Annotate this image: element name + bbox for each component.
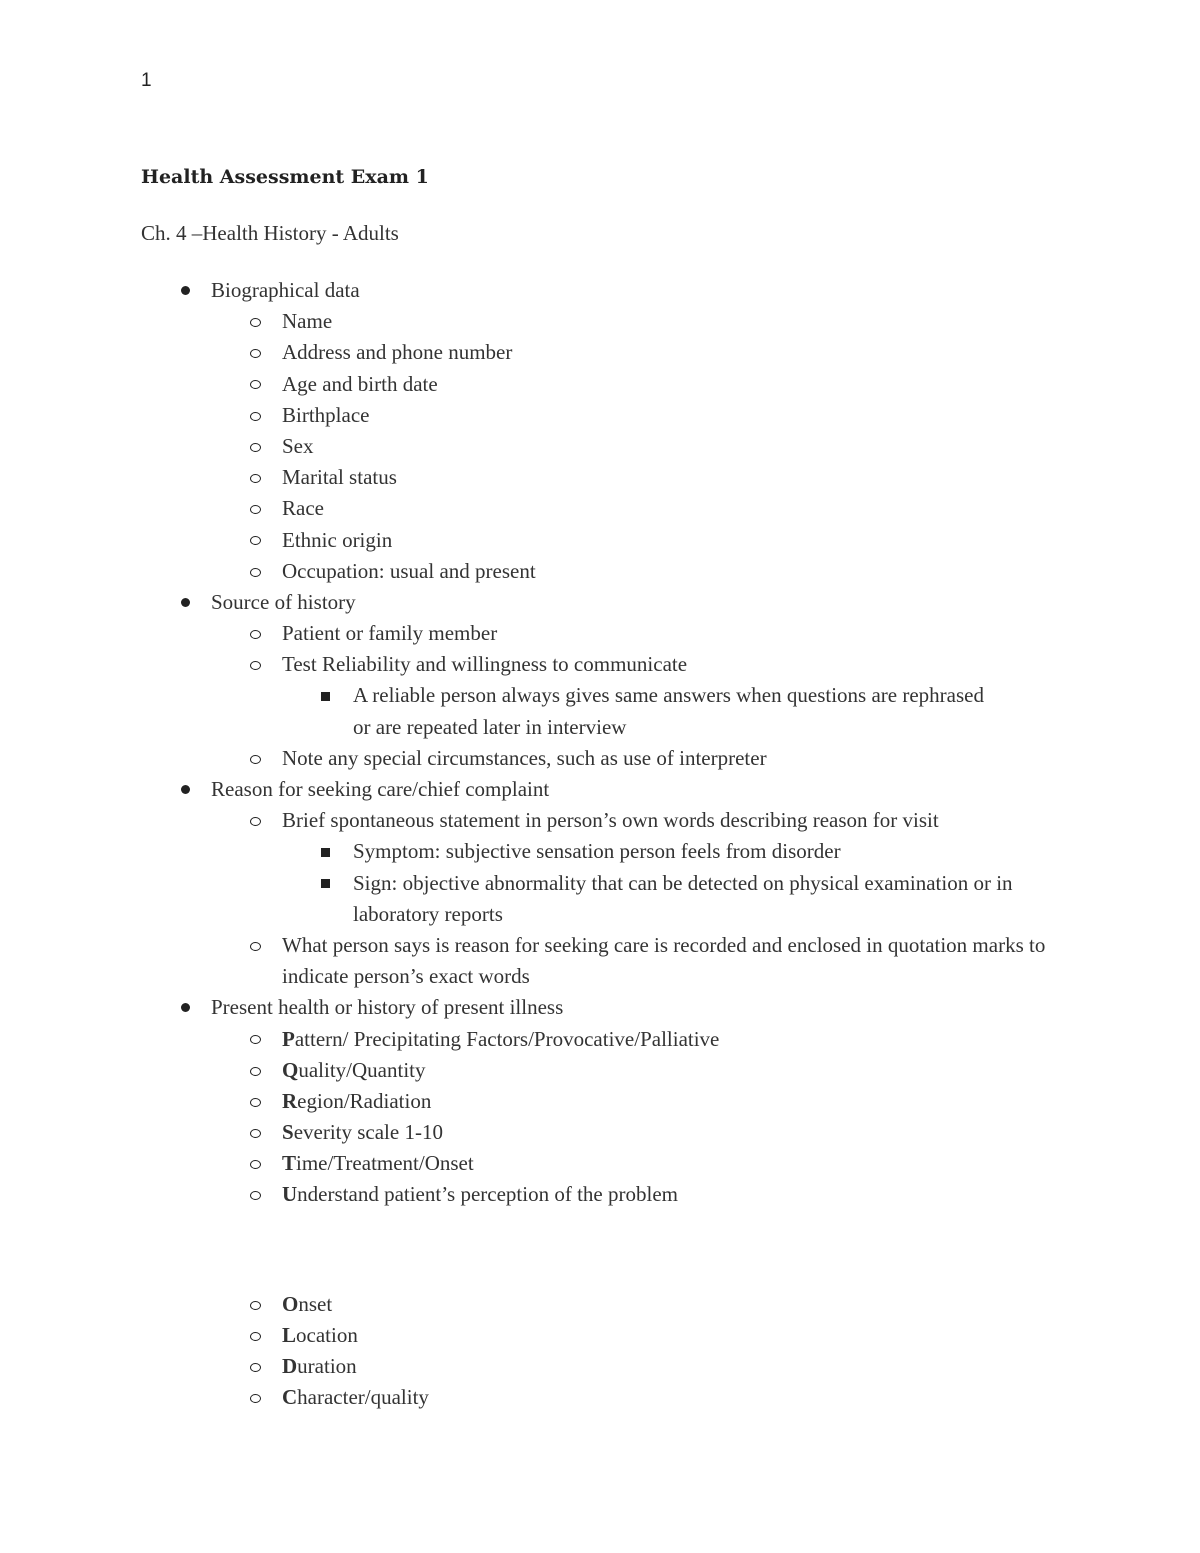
list-item <box>0 930 1200 992</box>
list-item <box>0 774 1200 805</box>
bullet-icon <box>175 774 195 805</box>
list-item <box>0 743 1200 774</box>
list-item <box>0 1351 1200 1382</box>
list-item-text: What person says is reason for seeking care is recorded and enclosed in quotation marks to indicate person’s exact words <box>282 932 1046 989</box>
list-item-text: Character/quality <box>282 1385 429 1410</box>
list-item-text: Present health or history of present illness <box>211 995 564 1020</box>
page-number: 1 <box>141 70 152 91</box>
list-item <box>0 1086 1200 1117</box>
spacer <box>0 1211 1200 1289</box>
list-item <box>0 868 1200 930</box>
circle-bullet-icon <box>245 431 265 462</box>
list-item-text: Time/Treatment/Onset <box>282 1151 474 1176</box>
list-item-text: Onset <box>282 1291 333 1316</box>
circle-bullet-icon <box>245 805 265 836</box>
list-item-text: Brief spontaneous statement in person’s own words describing reason for visit <box>282 808 939 833</box>
square-bullet-icon <box>315 836 335 867</box>
circle-bullet-icon <box>245 1148 265 1179</box>
circle-bullet-icon <box>245 400 265 431</box>
circle-bullet-icon <box>245 1320 265 1351</box>
list-item-text: Sign: objective abnormality that can be detected on physical examination or in laboratory reports <box>353 870 1013 926</box>
list-item-text: Reason for seeking care/chief complaint <box>211 777 550 802</box>
list-item <box>0 618 1200 649</box>
list-item-text: A reliable person always gives same answers when questions are rephrased or are repeated later in interview <box>353 683 984 739</box>
bullet-icon <box>175 587 195 618</box>
list-item <box>0 992 1200 1023</box>
list-item-text: Understand patient’s perception of the problem <box>282 1182 678 1207</box>
circle-bullet-icon <box>245 930 265 961</box>
list-item <box>0 493 1200 524</box>
list-item <box>0 369 1200 400</box>
circle-bullet-icon <box>245 1024 265 1055</box>
list-item-text: Occupation: usual and present <box>282 558 536 583</box>
list-item <box>0 680 1200 742</box>
circle-bullet-icon <box>245 743 265 774</box>
circle-bullet-icon <box>245 1117 265 1148</box>
list-item <box>0 337 1200 368</box>
list-item-text: Location <box>282 1322 358 1347</box>
circle-bullet-icon <box>245 369 265 400</box>
list-item <box>0 1148 1200 1179</box>
list-item <box>0 1117 1200 1148</box>
list-item <box>0 556 1200 587</box>
list-item <box>0 431 1200 462</box>
list-item <box>0 400 1200 431</box>
list-item <box>0 1179 1200 1210</box>
outline-list <box>0 275 1200 1413</box>
list-item <box>0 306 1200 337</box>
list-item <box>0 1320 1200 1351</box>
list-item-text: Quality/Quantity <box>282 1057 426 1082</box>
list-item <box>0 275 1200 306</box>
circle-bullet-icon <box>245 1086 265 1117</box>
chapter-heading: Ch. 4 –Health History - Adults <box>141 221 399 245</box>
list-item <box>0 462 1200 493</box>
list-item-text: Ethnic origin <box>282 527 393 552</box>
circle-bullet-icon <box>245 649 265 680</box>
circle-bullet-icon <box>245 1289 265 1320</box>
list-item-text: Race <box>282 496 324 521</box>
circle-bullet-icon <box>245 525 265 556</box>
list-item <box>0 649 1200 680</box>
circle-bullet-icon <box>245 306 265 337</box>
list-item-text: Source of history <box>211 589 356 614</box>
list-item-text: Severity scale 1-10 <box>282 1120 443 1145</box>
list-item <box>0 1382 1200 1413</box>
bullet-icon <box>175 275 195 306</box>
circle-bullet-icon <box>245 1351 265 1382</box>
list-item-text: Patient or family member <box>282 621 498 646</box>
document-title: Health Assessment Exam 1 <box>141 166 429 188</box>
list-item-text: Sex <box>282 433 314 458</box>
square-bullet-icon <box>315 680 335 711</box>
list-item <box>0 1289 1200 1320</box>
list-item-text: Note any special circumstances, such as use of interpreter <box>282 745 767 770</box>
list-item-text: Address and phone number <box>282 340 513 365</box>
list-item-text: Marital status <box>282 465 397 490</box>
list-item <box>0 525 1200 556</box>
list-item-text: Name <box>282 309 333 334</box>
list-item <box>0 1055 1200 1086</box>
list-item <box>0 1024 1200 1055</box>
list-item-text: Age and birth date <box>282 371 438 396</box>
circle-bullet-icon <box>245 337 265 368</box>
circle-bullet-icon <box>245 462 265 493</box>
list-item <box>0 587 1200 618</box>
circle-bullet-icon <box>245 556 265 587</box>
circle-bullet-icon <box>245 493 265 524</box>
list-item-text: Birthplace <box>282 402 370 427</box>
list-item-text: Pattern/ Precipitating Factors/Provocative/Palliative <box>282 1026 720 1051</box>
list-item-text: Biographical data <box>211 278 360 302</box>
circle-bullet-icon <box>245 1179 265 1210</box>
square-bullet-icon <box>315 868 335 899</box>
list-item <box>0 805 1200 836</box>
bullet-icon <box>175 992 195 1023</box>
circle-bullet-icon <box>245 618 265 649</box>
list-item-text: Duration <box>282 1354 357 1379</box>
circle-bullet-icon <box>245 1055 265 1086</box>
list-item-text: Region/Radiation <box>282 1088 432 1113</box>
list-item-text: Symptom: subjective sensation person feels from disorder <box>353 839 841 864</box>
list-item-text: Test Reliability and willingness to communicate <box>282 652 688 677</box>
circle-bullet-icon <box>245 1382 265 1413</box>
list-item <box>0 836 1200 867</box>
